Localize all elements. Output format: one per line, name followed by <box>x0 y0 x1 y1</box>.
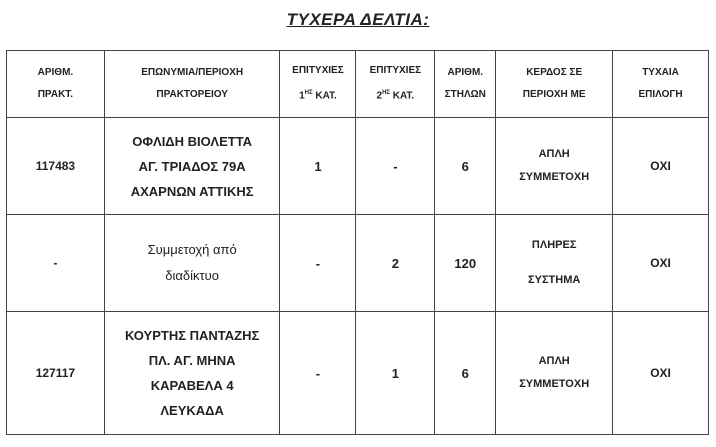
header-random-pick: ΤΥΧΑΙΑ ΕΠΙΛΟΓΗ <box>613 51 709 118</box>
table-row <box>7 312 709 435</box>
agency-name: ΟΦΛΙΔΗ ΒΙΟΛΕΤΤΑ ΑΓ. ΤΡΙΑΔΟΣ 79Α ΑΧΑΡΝΩΝ ΑΤΤΙΚΗΣ <box>104 118 280 215</box>
header-columns-count: ΑΡΙΘΜ. ΣΤΗΛΩΝ <box>435 51 496 118</box>
second-category-value: 1 <box>356 312 435 435</box>
second-category-value: - <box>356 118 435 215</box>
first-category-value: 1 <box>280 118 356 215</box>
columns-value: 120 <box>435 215 496 312</box>
random-pick-value: ΟΧΙ <box>613 312 709 435</box>
win-type: ΑΠΛΗ ΣΥΜΜΕΤΟΧΗ <box>496 118 613 215</box>
table-row <box>7 118 709 215</box>
header-second-category-wins: ΕΠΙΤΥΧΙΕΣ $2^{H\Sigma}$ ΚΑΤ. <box>356 51 435 118</box>
table-row <box>7 215 709 312</box>
header-agency-number: ΑΡΙΘΜ. ΠΡΑΚΤ. <box>7 51 105 118</box>
agency-name: Συμμετοχή από διαδίκτυο <box>104 215 280 312</box>
header-agency-name-area: ΕΠΩΝΥΜΙΑ/ΠΕΡΙΟΧΗ ΠΡΑΚΤΟΡΕΙΟΥ <box>104 51 280 118</box>
random-pick-value: ΟΧΙ <box>613 215 709 312</box>
agency-code: - <box>7 215 105 312</box>
win-type: ΑΠΛΗ ΣΥΜΜΕΤΟΧΗ <box>496 312 613 435</box>
header-win-type: ΚΕΡΔΟΣ ΣΕ ΠΕΡΙΟΧΗ ΜΕ <box>496 51 613 118</box>
page-title: ΤΥΧΕΡΑ ΔΕΛΤΙΑ: <box>286 10 430 29</box>
agency-code: 127117 <box>7 312 105 435</box>
winning-tickets-table <box>6 50 709 435</box>
first-category-value: - <box>280 215 356 312</box>
agency-code: 117483 <box>7 118 105 215</box>
random-pick-value: ΟΧΙ <box>613 118 709 215</box>
title-wrapper <box>0 10 716 30</box>
agency-name: ΚΟΥΡΤΗΣ ΠΑΝΤΑΖΗΣ ΠΛ. ΑΓ. ΜΗΝΑ ΚΑΡΑΒΕΛΑ 4 ΛΕΥΚΑΔΑ <box>104 312 280 435</box>
columns-value: 6 <box>435 118 496 215</box>
columns-value: 6 <box>435 312 496 435</box>
header-row <box>7 51 709 118</box>
first-category-value: - <box>280 312 356 435</box>
header-first-category-wins: ΕΠΙΤΥΧΙΕΣ $1^{H\Sigma}$ ΚΑΤ. <box>280 51 356 118</box>
second-category-value: 2 <box>356 215 435 312</box>
win-type: ΠΛΗΡΕΣ ΣΥΣΤΗΜΑ <box>496 215 613 312</box>
